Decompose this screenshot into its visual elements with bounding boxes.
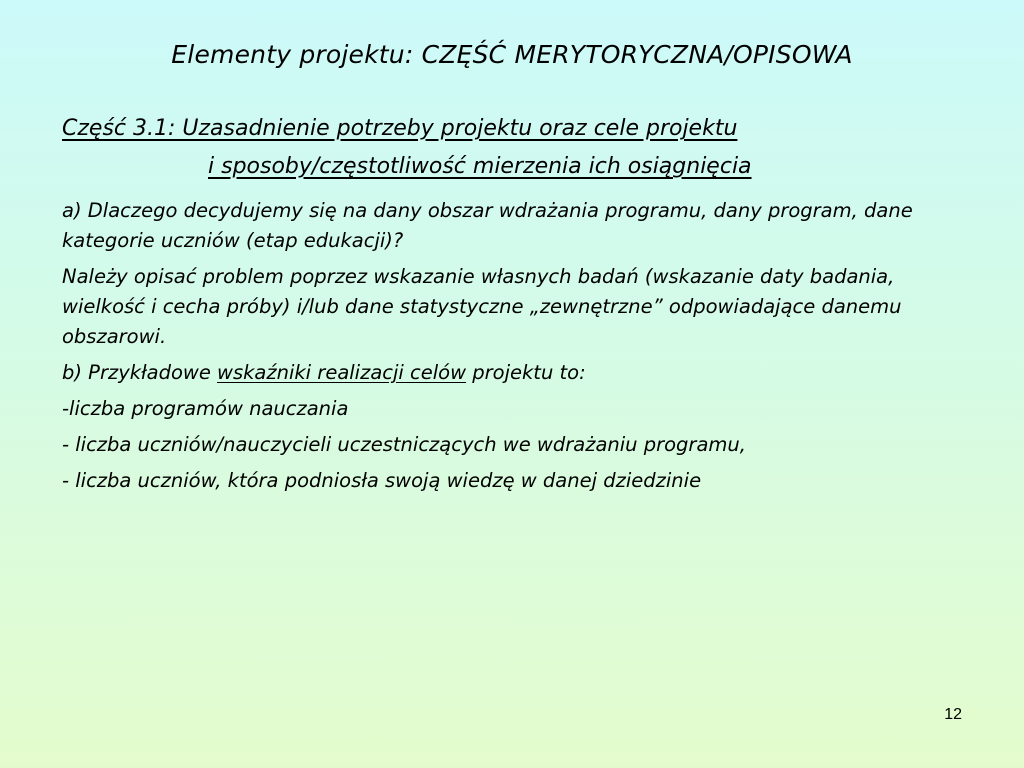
paragraph-b — [62, 358, 942, 388]
paragraph-b-prefix: b) Przykładowe — [62, 361, 218, 384]
section-heading-text-1: Część 3.1: Uzasadnienie potrzeby projektu oraz cele projektu — [62, 116, 738, 141]
paragraph-describe: Należy opisać problem poprzez wskazanie własnych badań (wskazanie daty badania, wielkość i cecha próby) i/lub dane statystyczne „zewnętrzne” odpowiadające danemu obszarowi. — [62, 265, 902, 348]
paragraph-a: a) Dlaczego decydujemy się na dany obszar wdrażania programu, dany program, dane kategorie uczniów (etap edukacji)? — [62, 199, 913, 252]
section-heading-line-2 — [62, 148, 962, 186]
list-item: -liczba programów nauczania — [62, 397, 349, 420]
list-item: - liczba uczniów/nauczycieli uczestniczących we wdrażaniu programu, — [62, 433, 746, 456]
section-heading — [62, 110, 962, 186]
slide-body — [62, 196, 942, 502]
paragraph-b-suffix: projektu to: — [466, 361, 586, 384]
section-heading-line-1 — [62, 110, 962, 148]
list-item: - liczba uczniów, która podniosła swoją wiedzę w danej dziedzinie — [62, 469, 702, 492]
section-heading-text-2: i sposoby/częstotliwość mierzenia ich osiągnięcia — [208, 154, 752, 179]
page-number: 12 — [944, 706, 962, 723]
indicators-underlined-text: wskaźniki realizacji celów — [217, 361, 467, 384]
slide-title: Elementy projektu: CZĘŚĆ MERYTORYCZNA/OPISOWA — [171, 40, 853, 69]
